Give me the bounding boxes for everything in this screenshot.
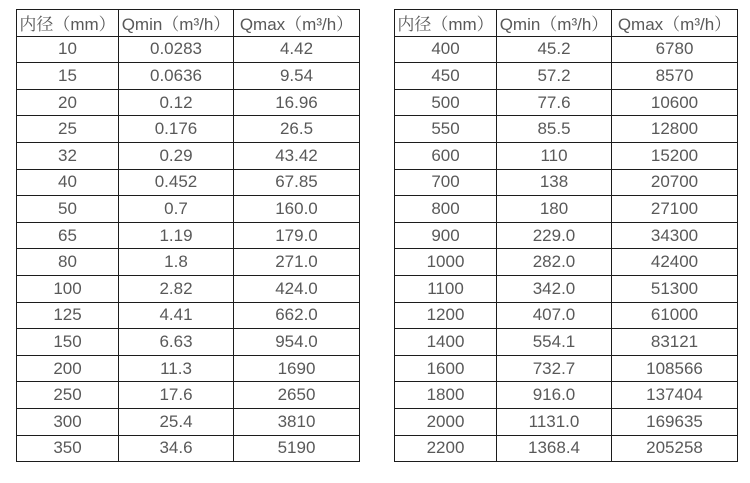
table-row	[395, 355, 738, 382]
diameter-header: 内径（mm）	[395, 10, 497, 37]
header-row	[17, 10, 360, 37]
diameter-cell: 50	[17, 196, 119, 223]
qmax-cell: 179.0	[234, 222, 360, 249]
qmax-cell: 169635	[612, 408, 738, 435]
qmax-header: Qmax（m³/h）	[612, 10, 738, 37]
table-header	[395, 10, 738, 37]
table-row	[395, 275, 738, 302]
qmax-cell: 16.96	[234, 89, 360, 116]
qmin-cell: 342.0	[497, 275, 612, 302]
qmin-cell: 180	[497, 196, 612, 223]
diameter-cell: 450	[395, 63, 497, 90]
flow-spec-table-left	[16, 9, 360, 462]
qmax-cell: 26.5	[234, 116, 360, 143]
diameter-cell: 15	[17, 63, 119, 90]
diameter-cell: 200	[17, 355, 119, 382]
qmax-cell: 4.42	[234, 36, 360, 63]
qmin-cell: 0.0636	[119, 63, 234, 90]
diameter-cell: 2200	[395, 435, 497, 462]
qmin-cell: 0.12	[119, 89, 234, 116]
qmax-cell: 2650	[234, 382, 360, 409]
diameter-cell: 40	[17, 169, 119, 196]
table-row	[395, 196, 738, 223]
table-row	[17, 36, 360, 63]
table-row	[395, 63, 738, 90]
qmin-cell: 25.4	[119, 408, 234, 435]
table-row	[395, 222, 738, 249]
qmin-cell: 17.6	[119, 382, 234, 409]
qmax-cell: 6780	[612, 36, 738, 63]
table-row	[17, 116, 360, 143]
diameter-header: 内径（mm）	[17, 10, 119, 37]
qmin-cell: 4.41	[119, 302, 234, 329]
diameter-cell: 700	[395, 169, 497, 196]
table-row	[395, 116, 738, 143]
qmax-cell: 1690	[234, 355, 360, 382]
diameter-cell: 250	[17, 382, 119, 409]
diameter-cell: 800	[395, 196, 497, 223]
qmax-cell: 34300	[612, 222, 738, 249]
qmax-cell: 8570	[612, 63, 738, 90]
qmin-cell: 0.0283	[119, 36, 234, 63]
table-body	[395, 36, 738, 462]
diameter-cell: 550	[395, 116, 497, 143]
qmin-cell: 1.19	[119, 222, 234, 249]
diameter-cell: 80	[17, 249, 119, 276]
qmin-cell: 229.0	[497, 222, 612, 249]
qmin-cell: 0.176	[119, 116, 234, 143]
header-row	[395, 10, 738, 37]
diameter-cell: 32	[17, 142, 119, 169]
qmin-header: Qmin（m³/h）	[119, 10, 234, 37]
table-row	[17, 302, 360, 329]
diameter-cell: 500	[395, 89, 497, 116]
qmin-header: Qmin（m³/h）	[497, 10, 612, 37]
qmin-cell: 77.6	[497, 89, 612, 116]
flow-spec-table-right	[394, 9, 738, 462]
table-row	[395, 89, 738, 116]
qmin-cell: 110	[497, 142, 612, 169]
qmin-cell: 6.63	[119, 329, 234, 356]
table-row	[395, 408, 738, 435]
qmin-cell: 85.5	[497, 116, 612, 143]
qmax-cell: 43.42	[234, 142, 360, 169]
table-row	[17, 355, 360, 382]
diameter-cell: 10	[17, 36, 119, 63]
diameter-cell: 1400	[395, 329, 497, 356]
table-row	[17, 142, 360, 169]
qmin-cell: 554.1	[497, 329, 612, 356]
qmax-cell: 205258	[612, 435, 738, 462]
diameter-cell: 25	[17, 116, 119, 143]
diameter-cell: 900	[395, 222, 497, 249]
qmax-cell: 51300	[612, 275, 738, 302]
diameter-cell: 65	[17, 222, 119, 249]
qmin-cell: 11.3	[119, 355, 234, 382]
diameter-cell: 150	[17, 329, 119, 356]
table-row	[17, 382, 360, 409]
qmin-cell: 34.6	[119, 435, 234, 462]
qmin-cell: 2.82	[119, 275, 234, 302]
qmax-cell: 137404	[612, 382, 738, 409]
diameter-cell: 300	[17, 408, 119, 435]
table-row	[395, 169, 738, 196]
qmin-cell: 1.8	[119, 249, 234, 276]
diameter-cell: 20	[17, 89, 119, 116]
diameter-cell: 1000	[395, 249, 497, 276]
qmin-cell: 57.2	[497, 63, 612, 90]
qmax-cell: 67.85	[234, 169, 360, 196]
qmin-cell: 0.452	[119, 169, 234, 196]
table-row	[395, 36, 738, 63]
qmin-cell: 0.29	[119, 142, 234, 169]
table-row	[395, 249, 738, 276]
qmax-cell: 10600	[612, 89, 738, 116]
qmax-cell: 271.0	[234, 249, 360, 276]
diameter-cell: 1600	[395, 355, 497, 382]
table-row	[17, 89, 360, 116]
table-row	[17, 408, 360, 435]
qmax-cell: 108566	[612, 355, 738, 382]
diameter-cell: 1100	[395, 275, 497, 302]
qmin-cell: 1368.4	[497, 435, 612, 462]
qmax-cell: 20700	[612, 169, 738, 196]
qmax-cell: 15200	[612, 142, 738, 169]
qmin-cell: 1131.0	[497, 408, 612, 435]
qmax-cell: 42400	[612, 249, 738, 276]
qmax-cell: 424.0	[234, 275, 360, 302]
qmax-cell: 83121	[612, 329, 738, 356]
diameter-cell: 1800	[395, 382, 497, 409]
qmax-cell: 5190	[234, 435, 360, 462]
table-row	[17, 63, 360, 90]
table-row	[395, 435, 738, 462]
table-row	[17, 275, 360, 302]
table-row	[395, 382, 738, 409]
qmax-cell: 61000	[612, 302, 738, 329]
diameter-cell: 100	[17, 275, 119, 302]
qmin-cell: 282.0	[497, 249, 612, 276]
qmax-cell: 9.54	[234, 63, 360, 90]
table-row	[17, 222, 360, 249]
diameter-cell: 350	[17, 435, 119, 462]
diameter-cell: 1200	[395, 302, 497, 329]
qmax-cell: 160.0	[234, 196, 360, 223]
diameter-cell: 400	[395, 36, 497, 63]
table-row	[17, 169, 360, 196]
qmin-cell: 138	[497, 169, 612, 196]
table-row	[17, 249, 360, 276]
table-body	[17, 36, 360, 462]
table-row	[395, 329, 738, 356]
diameter-cell: 2000	[395, 408, 497, 435]
qmin-cell: 732.7	[497, 355, 612, 382]
qmax-cell: 662.0	[234, 302, 360, 329]
table-header	[17, 10, 360, 37]
qmax-cell: 3810	[234, 408, 360, 435]
qmax-cell: 954.0	[234, 329, 360, 356]
qmin-cell: 916.0	[497, 382, 612, 409]
diameter-cell: 600	[395, 142, 497, 169]
qmax-header: Qmax（m³/h）	[234, 10, 360, 37]
qmax-cell: 12800	[612, 116, 738, 143]
table-row	[17, 196, 360, 223]
qmax-cell: 27100	[612, 196, 738, 223]
table-row	[395, 142, 738, 169]
diameter-cell: 125	[17, 302, 119, 329]
qmin-cell: 0.7	[119, 196, 234, 223]
qmin-cell: 407.0	[497, 302, 612, 329]
qmin-cell: 45.2	[497, 36, 612, 63]
table-row	[17, 329, 360, 356]
table-row	[17, 435, 360, 462]
table-row	[395, 302, 738, 329]
